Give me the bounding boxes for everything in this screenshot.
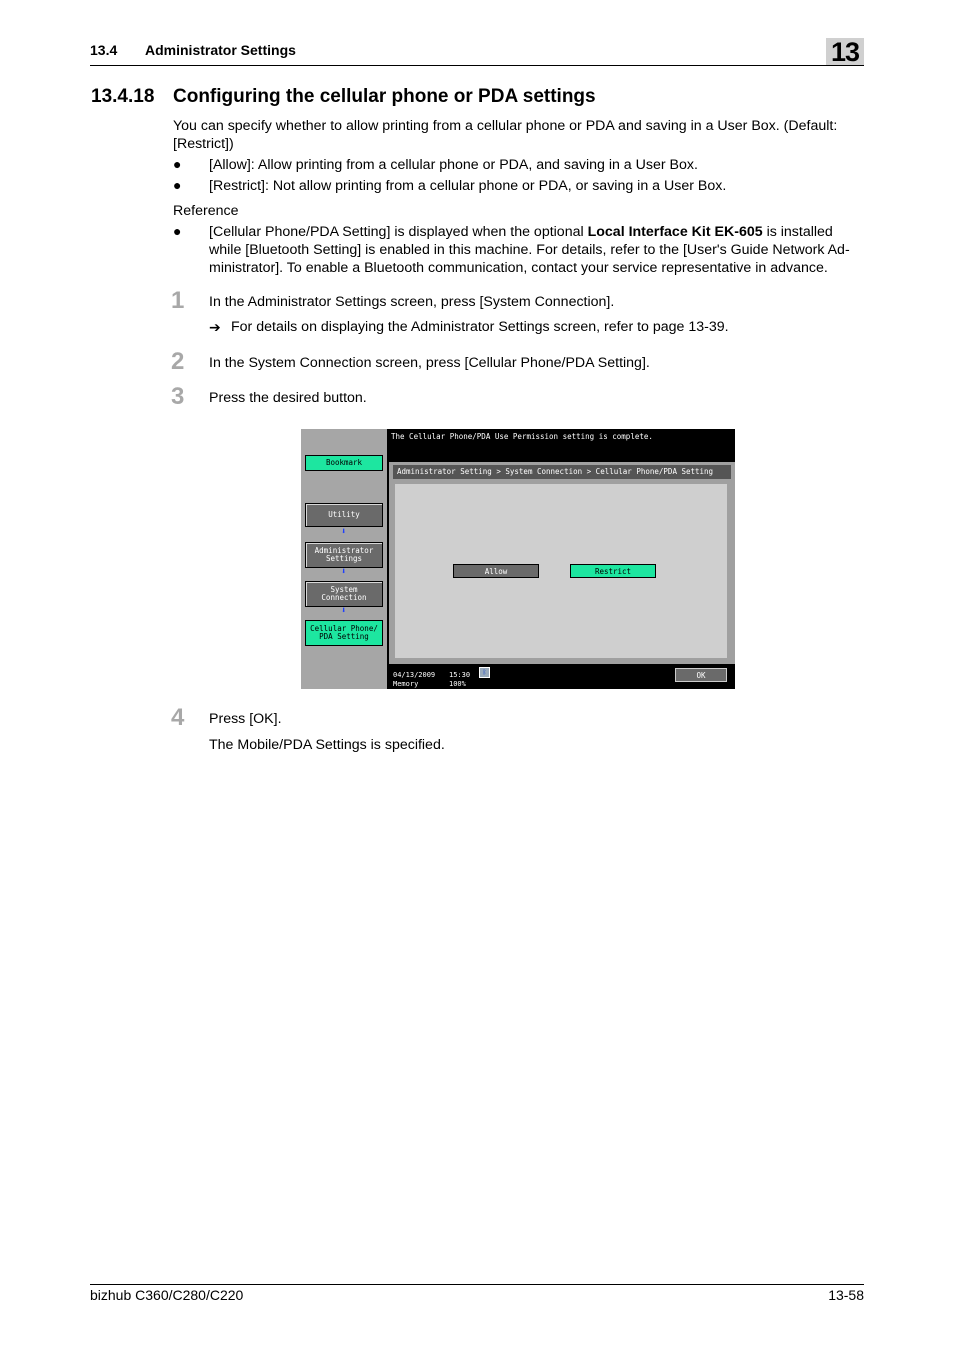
bullet-icon: ●	[173, 223, 182, 239]
arrow-down-icon: ⬇	[341, 527, 347, 537]
header-rule	[90, 65, 864, 66]
intro-line-2: [Restrict])	[173, 136, 234, 152]
admin-label-1: Administrator	[314, 546, 374, 555]
section-title-text: Configuring the cellular phone or PDA settings	[173, 86, 596, 107]
page-title	[91, 86, 596, 108]
step-number: 3	[171, 383, 185, 410]
restrict-button[interactable]: Restrict	[570, 564, 656, 578]
step-number: 4	[171, 704, 185, 731]
step-number: 1	[171, 287, 185, 314]
cell-label-2: PDA Setting	[319, 632, 369, 641]
bookmark-button[interactable]	[305, 455, 383, 471]
bullet-restrict: [Restrict]: Not allow printing from a cellular phone or PDA, or saving in a User Box.	[209, 178, 727, 194]
cellular-phone-pda-setting-button[interactable]	[305, 620, 383, 646]
date-text: 04/13/2009	[393, 671, 436, 679]
administrator-settings-button[interactable]	[305, 542, 383, 568]
utility-label: Utility	[328, 510, 360, 519]
bullet-icon: ●	[173, 156, 182, 172]
arrow-down-icon: ⬇	[341, 606, 347, 616]
time-text: 15:30	[449, 671, 471, 679]
breadcrumb: Administrator Setting > System Connection > Cellular Phone/PDA Setting	[393, 465, 731, 479]
ok-button[interactable]: OK	[675, 668, 727, 682]
header-section-title: Administrator Settings	[145, 42, 296, 58]
step-result: The Mobile/PDA Settings is specified.	[209, 737, 445, 753]
reference-post: is installed	[762, 224, 833, 240]
panel-main	[389, 462, 735, 664]
utility-button[interactable]	[305, 503, 383, 527]
step-text: Press [OK].	[209, 711, 282, 727]
step-text: In the System Connection screen, press [Cellular Phone/PDA Setting].	[209, 355, 650, 371]
sysconn-label-2: Connection	[321, 593, 367, 602]
sysconn-label-1: System	[330, 585, 358, 594]
reference-line-1	[209, 223, 869, 241]
system-connection-button[interactable]	[305, 581, 383, 607]
status-bar	[389, 665, 735, 689]
bookmark-label: Bookmark	[325, 458, 363, 467]
reference-line-2: while [Bluetooth Setting] is enabled in this machine. For details, refer to the [User's Guide Network Ad-	[209, 242, 850, 258]
footer-product: bizhub C360/C280/C220	[90, 1287, 244, 1303]
reference-bold: Local Interface Kit EK-605	[587, 224, 763, 240]
step-text: Press the desired button.	[209, 390, 367, 406]
step-text: In the Administrator Settings screen, press [System Connection].	[209, 294, 615, 310]
bluetooth-icon: ᛒ	[479, 667, 490, 678]
panel-sidebar	[301, 429, 387, 689]
cell-label-1: Cellular Phone/	[310, 624, 378, 633]
status-message: The Cellular Phone/PDA Use Permission setting is complete.	[391, 432, 653, 441]
memory-label: Memory	[393, 680, 419, 688]
reference-line-3: ministrator]. To enable a Bluetooth communication, contact your service representative in advance.	[209, 260, 828, 276]
allow-button[interactable]: Allow	[453, 564, 539, 578]
admin-label-2: Settings	[325, 554, 363, 563]
bullet-icon: ●	[173, 177, 182, 193]
control-panel-screenshot	[301, 429, 735, 689]
step-subnote: For details on displaying the Administrator Settings screen, refer to page 13-39.	[231, 319, 729, 335]
footer-page-number: 13-58	[828, 1287, 864, 1303]
intro-line-1: You can specify whether to allow printing from a cellular phone or PDA and saving in a User Box. (Default:	[173, 118, 838, 134]
memory-value: 100%	[449, 680, 466, 688]
header-section-number: 13.4	[90, 42, 118, 58]
section-number: 13.4.18	[91, 86, 155, 107]
options-area	[395, 484, 727, 658]
step-number: 2	[171, 348, 185, 375]
footer-rule	[90, 1284, 864, 1285]
chapter-badge: 13	[826, 38, 864, 66]
bullet-allow: [Allow]: Allow printing from a cellular phone or PDA, and saving in a User Box.	[209, 157, 698, 173]
reference-pre: [Cellular Phone/PDA Setting] is displayed when the optional	[209, 224, 588, 240]
arrow-down-icon: ⬇	[341, 567, 347, 577]
arrow-right-icon: ➔	[209, 319, 221, 335]
reference-label: Reference	[173, 203, 239, 219]
